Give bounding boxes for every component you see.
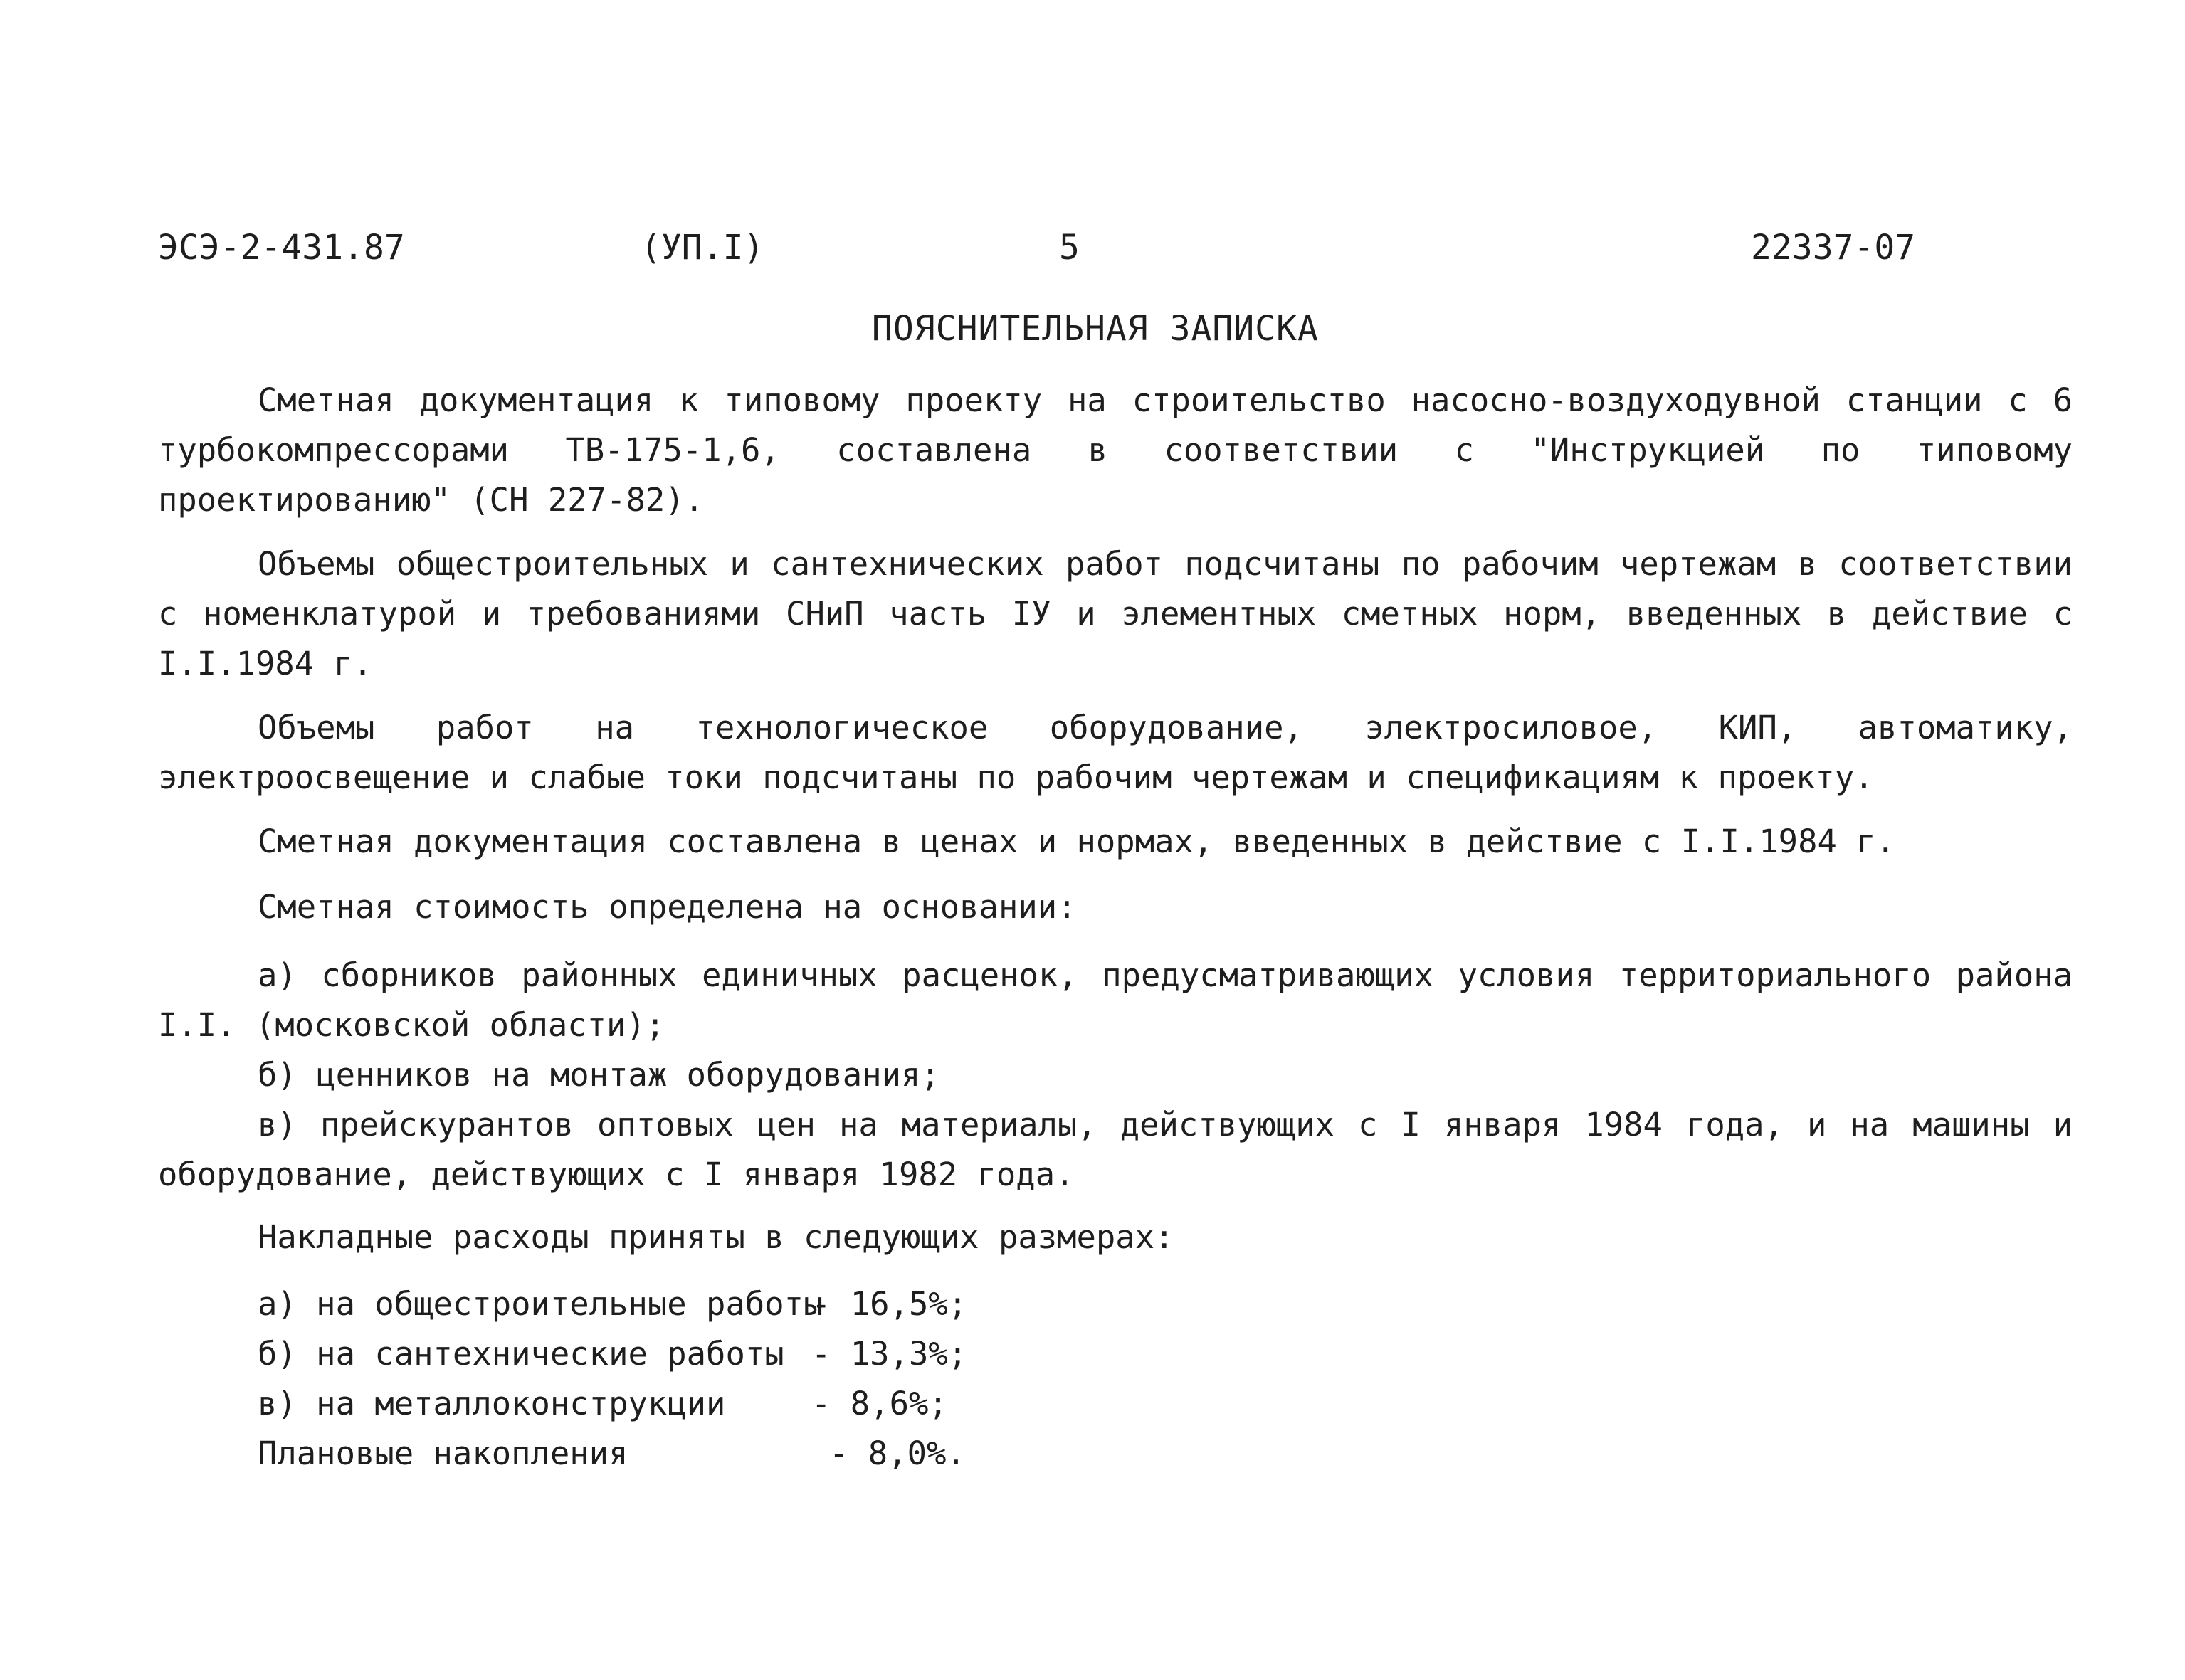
overhead-label-sanitary: б) на сантехнические работы (258, 1335, 784, 1373)
inventory-number: 22337-07 (1751, 228, 1916, 268)
overhead-value-sanitary: - 13,3%; (811, 1335, 968, 1373)
paragraph-cost-basis: Сметная стоимость определена на основании: (258, 888, 1077, 926)
album-number: (УП.I) (641, 228, 764, 268)
planned-savings-value: - 8,0%. (829, 1435, 966, 1472)
overhead-label-metal: в) на металлоконструкции (258, 1385, 726, 1422)
overhead-value-general: - 16,5%; (811, 1285, 968, 1323)
planned-savings-label: Плановые накопления (258, 1435, 628, 1472)
basis-item-a: а) сборников районных единичных расценок, предусматривающих условия территориального района I.I. (московской области); (158, 956, 2073, 1044)
page-number: 5 (1059, 228, 1080, 268)
basis-item-b: б) ценников на монтаж оборудования; (258, 1056, 940, 1094)
paragraph-equipment-volumes: Объемы работ на технологическое оборудование, электросиловое, КИП, автоматику, электроосвещение и слабые токи подсчитаны по рабочим чертежам и спецификациям к проекту. (158, 709, 2073, 796)
paragraph-construction-volumes: Объемы общестроительных и сантехнических работ подсчитаны по рабочим чертежам в соответствии с номенклатурой и требованиями СНиП часть IУ и элементных сметных норм, введенных в действие с I.I.1984 г. (158, 545, 2073, 682)
paragraph-prices: Сметная документация составлена в ценах и нормах, введенных в действие с I.I.1984 г. (258, 823, 1896, 860)
overhead-value-metal: - 8,6%; (811, 1385, 948, 1422)
document-code: ЭСЭ-2-431.87 (158, 228, 405, 268)
paragraph-estimate-basis: Сметная документация к типовому проекту на строительство насосно-воздуходувной станции с 6 турбокомпрессорами ТВ-175-1,6, составлена в соответствии с "Инструкцией по типовому проектированию" (СН 227-82). (158, 381, 2073, 519)
page-title: ПОЯСНИТЕЛЬНАЯ ЗАПИСКА (872, 309, 1319, 349)
overhead-intro: Накладные расходы приняты в следующих размерах: (258, 1218, 1174, 1256)
overhead-label-general: а) на общестроительные работы (258, 1285, 823, 1323)
basis-item-c: в) прейскурантов оптовых цен на материалы, действующих с I января 1984 года, и на машины и оборудование, действующих с I января 1982 года. (158, 1106, 2073, 1193)
